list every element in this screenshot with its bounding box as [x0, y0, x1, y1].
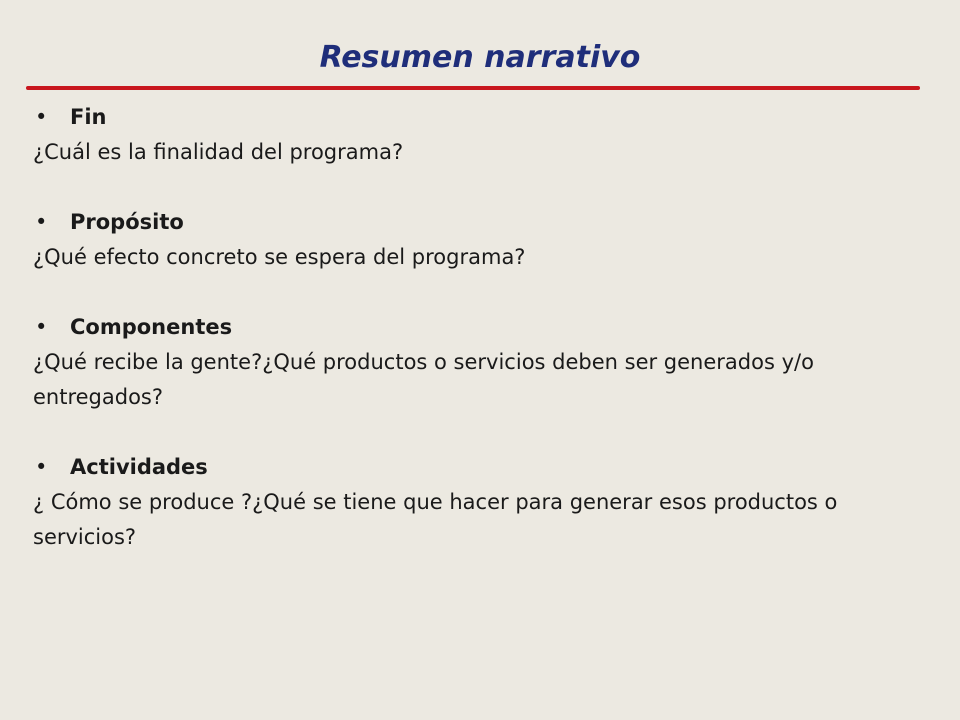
bullet-icon: • [35, 315, 48, 339]
slide-content [33, 100, 933, 555]
section-heading-label: Actividades [70, 455, 208, 479]
section-heading-label: Fin [70, 105, 107, 129]
section-question: ¿Qué recibe la gente?¿Qué productos o servicios deben ser generados y/o entregados? [33, 350, 814, 409]
section-heading-label: Componentes [70, 315, 233, 339]
bullet-icon: • [35, 105, 48, 129]
bullet-icon: • [35, 210, 48, 234]
section-heading [33, 100, 933, 135]
section-question: ¿ Cómo se produce ?¿Qué se tiene que hacer para generar esos productos o servicios? [33, 490, 838, 549]
section-heading-label: Propósito [70, 210, 184, 234]
section-componentes [33, 310, 933, 415]
section-heading [33, 205, 933, 240]
slide-title: Resumen narrativo [319, 40, 641, 75]
section-question: ¿Qué efecto concreto se espera del programa? [33, 245, 526, 269]
title-underline [26, 86, 920, 90]
section-proposito [33, 205, 933, 275]
section-heading [33, 450, 933, 485]
section-actividades [33, 450, 933, 555]
section-heading [33, 310, 933, 345]
bullet-icon: • [35, 455, 48, 479]
section-fin [33, 100, 933, 170]
section-question: ¿Cuál es la finalidad del programa? [33, 140, 404, 164]
